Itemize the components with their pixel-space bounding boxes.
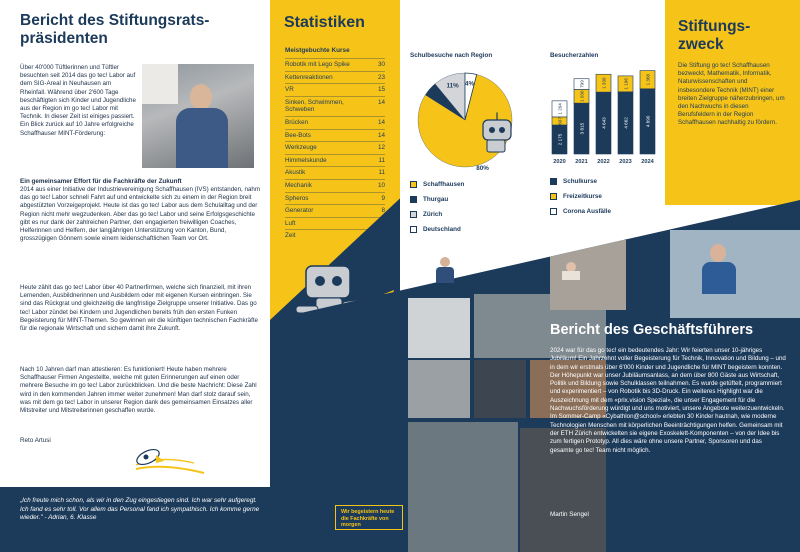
course-name: Werkzeuge [285, 144, 317, 152]
legend-label: Zürich [423, 211, 443, 218]
pie-chart [405, 60, 530, 175]
course-row [285, 116, 385, 129]
course-name: Bee-Bots [285, 131, 311, 139]
course-name: Brücken [285, 118, 309, 126]
course-count: 23 [377, 73, 385, 81]
course-count: 10 [377, 181, 385, 189]
course-row [285, 83, 385, 96]
bar-tick-label: 2023 [619, 159, 632, 165]
photo-students-table [430, 253, 466, 283]
president-report-section [0, 0, 270, 552]
pie-label: 80% [476, 165, 489, 173]
course-name: Mechanik [285, 181, 312, 189]
legend-swatch [410, 181, 417, 188]
photo-child [560, 262, 582, 280]
ceo-report-text: 2024 war für das go tec! ein bedeutendes Jahr: Wir feierten unser 10-jähriges Jubiläum! Ein Jahrzehnt voller Begeisterung für Technik, Innovation und Bildung – und in dem wir erstmals über 6'000 Kinder und Jugendliche für MINT begeistern konnten. Der Höhepunkt war unser Jubiläumsanlass, an dem über 800 Gäste aus Wirtschaft, Politik und Bildung sowie Schulklassen teilnahmen. Es wurde getüftelt, programmiert und experimentiert – von Robotik bis 3D-Druck. Ein weiteres Highlight war die Auszeichnung mit dem «prix.vision Spezial», die unser Engagement für die Nachwuchsförderung würdigt und uns motiviert, unsere Angebote weiterzuentwickeln. Im Sommer-Camp «Cybathlon@school» erlebten 30 Kinder hautnah, wie moderne Technologien Menschen mit körperlichen Beeinträchtigungen helfen. Gemeinsam mit der ETH Zürich entwickelten sie eigene Exoskelett-Komponenten – von der Idee bis zum fertigen Prototyp. All dies wäre ohne unsere Partner, Sponsoren und das gesamte go tec! Team nicht möglich. [550, 347, 786, 454]
pie-chart-title: Schulbesuche nach Region [410, 52, 493, 59]
course-row [285, 129, 385, 142]
president-paragraph-2: Heute zählt das go tec! Labor über 40 Partnerfirmen, welche sich finanziell, mit ihren Lernenden, Ausbildnerinnen und Ausbildern oder mit eigenen Kursen einbringen. Sie sind das Rückgrat und gleichzeitig die langfristige Zielgruppe unserer Initiative. Das go tec! Labor zündet bei Kindern und Jugendlichen bereits früh den ersten Funken Begeisterung für MINT-Themen. So gewinnen wir die künftigen technischen Fachkräfte für die regionale Wirtschaft und sichern damit ihre Zukunft. [20, 284, 258, 333]
course-count: 8 [381, 232, 385, 240]
president-report-title: Bericht des Stiftungsrats-präsidenten [20, 12, 210, 47]
bar-data-label: 1 204 [557, 103, 563, 115]
ceo-report-title: Bericht des Geschäftsführers [550, 322, 754, 338]
bar-data-label: 607 [557, 117, 563, 125]
bar-data-label: 1 338 [601, 77, 607, 89]
course-name: Luft [285, 219, 296, 227]
bar-data-label: 4 890 [645, 115, 651, 128]
president-paragraph-3: Nach 10 Jahren darf man attestieren: Es funktioniert! Heute haben mehrere Schaffhauser Firmen Angestellte, welche mit guten Erinnerungen auf einen oder mehrere Besuche im go tec! Labor zurückblicken. Und die beste Nachricht: Diese Zahl wird in den kommenden Jahren immer weiter zunehmen! Man darf stolz darauf sein, was mit dem go tec! Labor in unserer Region dank des gemeinsamen Einsatzes aller Mitstreiter und Mitstreiterinnen geschaffen wurde. [20, 366, 257, 415]
quote-text: „Ich freute mich schon, als wir in den Zug eingestiegen sind. Ich war sehr aufgeregt. Ich fand es sehr toll. Vor allem das Personal fand ich sympathisch. Ich komme gerne wieder." - Adrian, 6. Klasse [20, 497, 260, 522]
course-name: VR [285, 86, 294, 94]
legend-label: Deutschland [423, 226, 461, 233]
president-intro: Über 40'000 Tüftlerinnen und Tüftler besuchten seit 2014 das go tec! Labor auf dem SIG-Areal in Neuhausen am Rheinfall. Während über 2'600 Tage beschäftigten sich Kinder und Jugendliche aus der Region im go tec! Labor mit Technik. In dieser Zeit ist einiges passiert. Ein Blick zurück auf 10 Jahre erfolgreiche Schaffhauser MINT-Förderung: [20, 64, 136, 137]
course-count: 30 [377, 61, 385, 68]
bar-data-label: 1 030 [579, 90, 585, 103]
bar-data-label: 799 [579, 80, 585, 88]
course-name: Robotik mit Lego Spike [285, 61, 350, 68]
course-count: 11 [378, 169, 385, 177]
course-count: 14 [377, 118, 385, 126]
course-count: 9 [381, 194, 385, 202]
legend-label: Corona Ausfälle [563, 208, 612, 215]
course-name: Kettenreaktionen [285, 73, 333, 81]
bar-data-label: 2 175 [557, 133, 563, 146]
legend-label: Thurgau [423, 196, 449, 203]
bar-chart-title: Besucherzahlen [550, 52, 599, 59]
course-name: Sinken, Schwimmen, Schweben [285, 98, 344, 114]
purpose-title: Stiftungs-zweck [678, 18, 751, 53]
president-subheading: Ein gemeinsamer Effort für die Fachkräfte der Zukunft [20, 178, 182, 185]
course-row [285, 166, 385, 179]
course-name: Zeit [285, 232, 296, 240]
course-row [285, 179, 385, 192]
photo-ceo [700, 238, 740, 294]
course-row [285, 96, 385, 116]
bar-legend-item [550, 193, 602, 200]
bar-data-label: 1 368 [645, 73, 651, 86]
stats-title: Statistiken [284, 14, 365, 31]
pie-label: 4% [465, 80, 475, 88]
rocket-icon [134, 443, 214, 477]
ceo-signature: Martin Sengel [550, 511, 589, 518]
course-count: 14 [377, 131, 385, 139]
bar-data-label: 1 196 [623, 78, 629, 90]
bar-tick-label: 2024 [641, 159, 654, 165]
courses-table-heading: Meistgebuchte Kurse [285, 47, 350, 54]
course-name: Himmelskunde [285, 156, 327, 164]
course-name: Akustik [285, 169, 306, 177]
bar-tick-label: 2022 [597, 159, 610, 165]
course-count: 11 [378, 156, 385, 164]
legend-label: Freizeitkurse [563, 193, 602, 200]
course-row [285, 141, 385, 154]
course-count: 12 [377, 144, 385, 152]
bar-chart [548, 58, 660, 170]
pie-label: 11% [446, 82, 459, 90]
course-row [285, 58, 385, 71]
bar-data-label: 4 643 [601, 117, 607, 129]
course-name: Spheros [285, 194, 309, 202]
bar-tick-label: 2021 [575, 159, 588, 165]
course-count: 8 [381, 207, 385, 215]
course-row [285, 154, 385, 167]
legend-label: Schaffhausen [423, 181, 465, 188]
legend-swatch [550, 178, 557, 185]
pie-label: 5% [432, 92, 443, 100]
banner-text: Wir begeistern heute die Fachkräfte von morgen [341, 509, 395, 528]
bar-legend-item [550, 178, 597, 185]
bar-data-label: 3 815 [579, 122, 585, 135]
course-count: 15 [377, 86, 385, 94]
course-count: 14 [377, 98, 385, 106]
purpose-text: Die Stiftung go tec! Schaffhausen bezweckt, Mathematik, Informatik, Naturwissenschaften und insbesondere Technik (MINT) einer breiten Zielgruppe näherzubringen, um den Nachwuchs in diesen Berufsfeldern in der Region Schaffhausen nachhaltig zu fördern. [678, 62, 785, 127]
bar-tick-label: 2020 [553, 159, 566, 165]
president-photo [142, 64, 254, 168]
president-signature: Reto Artusi [20, 437, 51, 444]
president-paragraph-1: 2014 aus einer Initiative der Industrievereinigung Schaffhausen (IVS) entstanden, nahm das go tec! Labor schnell Fahrt auf und entwickelte sich zu einem in der Region breit abgestützten Vorzeigeprojekt. Heute ist das go tec! Labor aus dem Schulalltag und der Region nicht mehr wegzudenken. Aber das go tec! Labor und seine Erfolgsgeschichte gibt es nur dank der zahlreichen Partner, den engagierten freiwilligen Coaches, Helferinnen und Helfern, der langjährigen Unterstützung von Kanton, Bund, grosszügigen Gönnern sowie einem leidenschaftlichen Team vor Ort. [20, 186, 260, 243]
banner-photo [335, 505, 403, 530]
bar-data-label: 4 662 [623, 117, 629, 129]
pie-legend-item [410, 181, 464, 188]
course-count: 8 [381, 219, 385, 227]
legend-swatch [550, 193, 557, 200]
legend-label: Schulkurse [563, 178, 597, 185]
course-row [285, 71, 385, 84]
course-name: Generator [285, 207, 314, 215]
